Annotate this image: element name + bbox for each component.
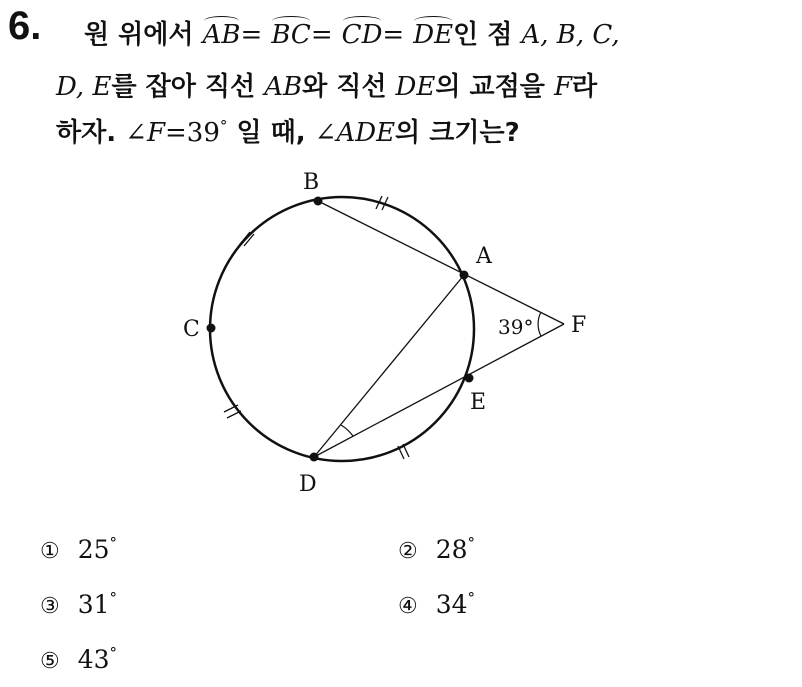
label-b: B [303,170,320,195]
angle-f: ∠F [125,118,165,148]
text: 일 때, [227,118,315,148]
chord-ad [314,275,464,457]
point-b [314,197,323,206]
label-a: A [476,244,492,269]
choice-number: ③ [40,594,60,619]
text: 를 잡아 직선 [111,72,265,102]
point-c [207,324,216,333]
choice-3[interactable] [40,589,117,619]
degree-symbol: ° [467,534,476,552]
angle-f-label: 39° [498,315,534,339]
degree-symbol: ° [467,589,476,607]
angle-f-arc [538,312,541,336]
text: 와 직선 [302,72,396,102]
label-d: D [299,472,317,497]
choice-number: ② [398,539,418,564]
choice-value: 31 [77,590,110,619]
degree-symbol: ° [109,644,118,662]
text: 원 위에서 [84,20,203,50]
label-f: F [571,313,587,338]
arc-ab: AB [202,20,241,50]
line-de: DE [395,72,436,102]
label-c: C [183,317,200,342]
choice-1[interactable] [40,534,117,564]
choice-number: ① [40,539,60,564]
point-e [465,374,474,383]
equals-sign: = [165,118,187,148]
angle-value: 39 [186,118,220,148]
choice-value: 28 [435,535,468,564]
line-ab: AB [264,72,303,102]
degree-symbol: ° [109,534,118,552]
arc-bc: BC [271,20,311,50]
choice-5[interactable] [40,644,117,674]
point-f: F [553,72,572,102]
question-number: 6. [8,4,42,48]
point-d [310,453,319,462]
choice-number: ④ [398,594,418,619]
points-list: A, B, C, [521,20,620,50]
point-a [460,271,469,280]
circle [210,197,474,461]
points-list: D, E [56,72,112,102]
equals-sign: = [240,20,263,50]
choice-number: ⑤ [40,649,60,674]
degree-symbol: ° [219,117,228,135]
choice-value: 25 [77,535,110,564]
angle-ade: ∠ADE [314,118,396,148]
line-df [314,324,564,457]
text: 의 크기는? [395,118,520,148]
equals-sign: = [310,20,333,50]
degree-symbol: ° [109,589,118,607]
angle-ade-arc [341,425,353,436]
label-e: E [470,390,487,415]
arc-cd: CD [341,20,383,50]
text: 하자. [56,118,126,148]
choice-value: 34 [435,590,468,619]
text: 라 [571,72,598,102]
text: 인 점 [453,20,522,50]
text: 의 교점을 [435,72,554,102]
choice-4[interactable] [398,589,475,619]
choice-2[interactable] [398,534,475,564]
equals-sign: = [382,20,405,50]
line-bf [318,201,564,324]
tick-marks [224,196,409,459]
arc-de: DE [413,20,454,50]
choice-value: 43 [77,645,110,674]
